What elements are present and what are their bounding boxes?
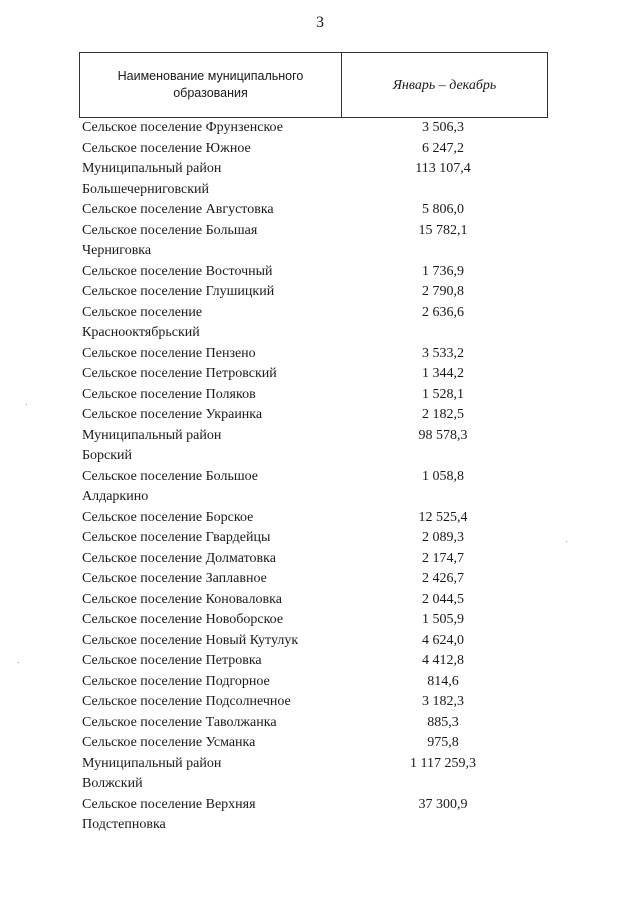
municipality-name-line: Борский: [82, 448, 133, 463]
municipality-name: [82, 282, 344, 303]
municipality-name: [82, 651, 344, 672]
municipality-name-line: Сельское поселение Поляков: [82, 386, 256, 402]
municipality-name-line: Сельское поселение Фрунзенское: [82, 120, 283, 135]
period-value: 975,8: [427, 735, 459, 750]
table-row: [82, 200, 552, 221]
scan-artifact: [18, 662, 19, 663]
table-row: [82, 713, 552, 734]
table-row: [82, 344, 552, 365]
municipality-name-line: Сельское поселение Пензено: [82, 345, 256, 361]
municipality-name: [82, 118, 344, 139]
municipality-name-line: Сельское поселение Подгорное: [82, 673, 270, 689]
period-value: 113 107,4: [415, 161, 471, 176]
scan-artifact: [26, 404, 27, 405]
municipality-name-line: Муниципальный район: [82, 161, 222, 176]
column-header-municipality: Наименование муниципального образования: [80, 53, 342, 117]
municipality-name-line: Сельское поселение Таволжанка: [82, 714, 277, 730]
table-row: [82, 118, 552, 139]
municipality-name: [82, 713, 344, 734]
scan-artifact: [566, 541, 567, 542]
municipality-name-line: Большечерниговский: [82, 181, 210, 197]
period-value: 885,3: [427, 714, 459, 730]
municipality-name-line: Сельское поселение Верхняя: [82, 796, 256, 812]
table-row: [82, 385, 552, 406]
period-value: 3 506,3: [422, 120, 464, 135]
municipality-name-line: Сельское поселение Большая: [82, 222, 258, 238]
period-value: 1 058,8: [422, 468, 464, 484]
page-number: 3: [316, 14, 324, 31]
table-row: [82, 262, 552, 283]
period-value: 6 247,2: [422, 140, 464, 156]
table-row: [82, 590, 552, 611]
table-row: [82, 631, 552, 652]
period-value: 2 044,5: [422, 591, 464, 607]
municipality-name-line: Краснооктябрьский: [82, 325, 200, 340]
municipality-name-line: Муниципальный район: [82, 427, 222, 443]
municipality-name: [82, 405, 344, 426]
municipality-name: [82, 200, 344, 221]
period-value: 2 426,7: [422, 571, 464, 586]
table-row: [82, 672, 552, 693]
period-value: 2 089,3: [422, 530, 464, 545]
period-value: 814,6: [427, 673, 459, 689]
period-value: 3 182,3: [422, 694, 464, 709]
municipality-name-line: Сельское поселение: [82, 304, 203, 320]
period-value: 2 790,8: [422, 284, 464, 299]
table-row: [82, 426, 552, 467]
period-value: 1 344,2: [422, 366, 464, 381]
municipality-name-line: Сельское поселение Южное: [82, 140, 251, 156]
municipality-name: [82, 672, 344, 693]
municipality-name: [82, 610, 344, 631]
period-value: 1 505,9: [422, 612, 464, 627]
municipality-name-line: Сельское поселение Августовка: [82, 202, 274, 217]
municipality-name: [82, 221, 344, 262]
municipality-name: [82, 344, 344, 365]
table-row: [82, 733, 552, 754]
municipality-name: [82, 467, 344, 508]
table-row: [82, 508, 552, 529]
table-row: [82, 282, 552, 303]
municipality-name: [82, 692, 344, 713]
municipality-name-line: Подстепновка: [82, 817, 166, 832]
period-value: 3 533,2: [422, 345, 464, 361]
period-value: 15 782,1: [418, 222, 468, 238]
municipality-name-line: Алдаркино: [82, 489, 149, 504]
municipality-name-line: Сельское поселение Борское: [82, 509, 254, 525]
table-row: [82, 651, 552, 672]
municipality-name-line: Сельское поселение Петровский: [82, 366, 277, 381]
table-row: [82, 692, 552, 713]
municipality-name: [82, 508, 344, 529]
municipality-name: [82, 262, 344, 283]
municipality-name-line: Сельское поселение Долматовка: [82, 550, 276, 566]
municipality-name-line: Сельское поселение Новоборское: [82, 612, 284, 627]
municipality-name-line: Сельское поселение Гвардейцы: [82, 530, 271, 545]
municipality-name-line: Сельское поселение Подсолнечное: [82, 694, 291, 709]
municipality-name: [82, 631, 344, 652]
municipality-name: [82, 590, 344, 611]
period-value: 2 636,6: [422, 304, 464, 320]
period-value: 4 624,0: [422, 632, 464, 648]
municipality-name-line: Сельское поселение Большое: [82, 468, 259, 484]
period-value: 1 528,1: [422, 386, 464, 402]
municipality-name-line: Сельское поселение Усманка: [82, 735, 256, 750]
table-row: [82, 221, 552, 262]
municipality-name: [82, 426, 344, 467]
table-row: [82, 549, 552, 570]
municipality-name-line: Черниговка: [82, 243, 152, 258]
column-header-period: Январь – декабрь: [392, 77, 497, 93]
period-value: 98 578,3: [418, 427, 468, 443]
municipality-name: [82, 569, 344, 590]
period-value: 1 117 259,3: [410, 755, 476, 771]
table-row: [82, 405, 552, 426]
period-value: 5 806,0: [422, 202, 464, 217]
period-value: 2 174,7: [422, 550, 464, 566]
municipality-name-line: Сельское поселение Новый Кутулук: [82, 632, 299, 648]
municipality-name: [82, 754, 344, 795]
municipality-name: [82, 549, 344, 570]
table-row: [82, 528, 552, 549]
municipality-name: [82, 795, 344, 836]
municipality-name-line: Сельское поселение Глушицкий: [82, 284, 275, 299]
municipality-name-line: Сельское поселение Коноваловка: [82, 591, 282, 607]
municipality-name: [82, 385, 344, 406]
municipality-name: [82, 733, 344, 754]
table-header: [79, 52, 548, 118]
period-value: 37 300,9: [418, 796, 468, 812]
municipality-name: [82, 303, 344, 344]
municipality-name: [82, 159, 344, 200]
table-row: [82, 139, 552, 160]
table-row: [82, 610, 552, 631]
table-row: [82, 569, 552, 590]
municipality-name-line: Сельское поселение Восточный: [82, 263, 273, 279]
table-row: [82, 795, 552, 836]
period-value: 1 736,9: [422, 263, 464, 279]
table-row: [82, 364, 552, 385]
municipality-name: [82, 364, 344, 385]
municipality-name-line: Сельское поселение Заплавное: [82, 571, 267, 586]
table-row: [82, 159, 552, 200]
municipality-name-line: Волжский: [82, 776, 143, 791]
period-value: 4 412,8: [422, 653, 464, 668]
municipality-name-line: Сельское поселение Украинка: [82, 407, 263, 422]
table-row: [82, 754, 552, 795]
period-value: 2 182,5: [422, 407, 464, 422]
table-row: [82, 303, 552, 344]
municipality-name: [82, 528, 344, 549]
table-body: [82, 118, 552, 836]
table-row: [82, 467, 552, 508]
period-value: 12 525,4: [418, 509, 468, 525]
municipality-name-line: Муниципальный район: [82, 755, 222, 771]
municipality-name-line: Сельское поселение Петровка: [82, 653, 262, 668]
municipality-name: [82, 139, 344, 160]
